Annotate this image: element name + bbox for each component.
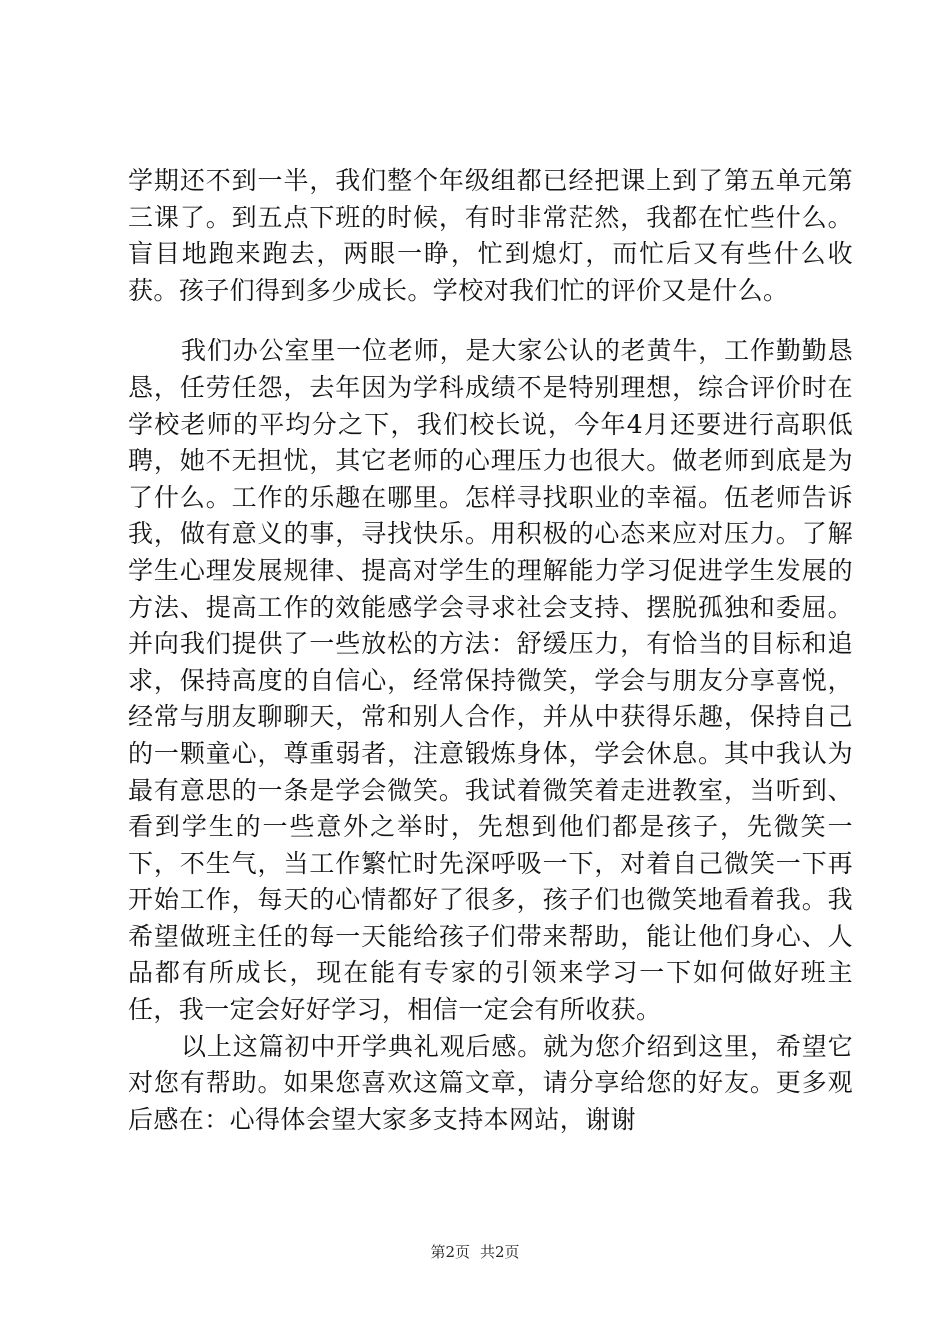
page-total: 共2页: [480, 1243, 520, 1261]
page-number: 第2页: [430, 1243, 470, 1261]
page-footer: [0, 1242, 950, 1262]
paragraph-2: 我们办公室里一位老师，是大家公认的老黄牛，工作勤勤恳恳，任劳任怨，去年因为学科成绩不是特别理想，综合评价时在学校老师的平均分之下，我们校长说，今年4月还要进行高职低聘，她不无担忧，其它老师的心理压力也很大。做老师到底是为了什么。工作的乐趣在哪里。怎样寻找职业的幸福。伍老师告诉我，做有意义的事，寻找快乐。用积极的心态来应对压力。了解学生心理发展规律、提高对学生的理解能力学习促进学生发展的方法、提高工作的效能感学会寻求社会支持、摆脱孤独和委屈。并向我们提供了一些放松的方法：舒缓压力，有恰当的目标和追求，保持高度的自信心，经常保持微笑，学会与朋友分享喜悦，经常与朋友聊聊天，常和别人合作，并从中获得乐趣，保持自己的一颗童心，尊重弱者，注意锻炼身体，学会休息。其中我认为最有意思的一条是学会微笑。我试着微笑着走进教室，当听到、看到学生的一些意外之举时，先想到他们都是孩子，先微笑一下，不生气，当工作繁忙时先深呼吸一下，对着自己微笑一下再开始工作，每天的心情都好了很多，孩子们也微笑地看着我。我希望做班主任的每一天能给孩子们带来帮助，能让他们身心、人品都有所成长，现在能有专家的引领来学习一下如何做好班主任，我一定会好好学习，相信一定会有所收获。: [128, 336, 853, 1025]
paragraph-1: 学期还不到一半，我们整个年级组都已经把课上到了第五单元第三课了。到五点下班的时候，有时非常茫然，我都在忙些什么。盲目地跑来跑去，两眼一睁，忙到熄灯，而忙后又有些什么收获。孩子们得到多少成长。学校对我们忙的评价又是什么。: [128, 166, 853, 305]
paragraph-3: 以上这篇初中开学典礼观后感。就为您介绍到这里，希望它对您有帮助。如果您喜欢这篇文章，请分享给您的好友。更多观后感在：心得体会望大家多支持本网站，谢谢: [128, 1031, 853, 1134]
document-body: [128, 163, 853, 1138]
